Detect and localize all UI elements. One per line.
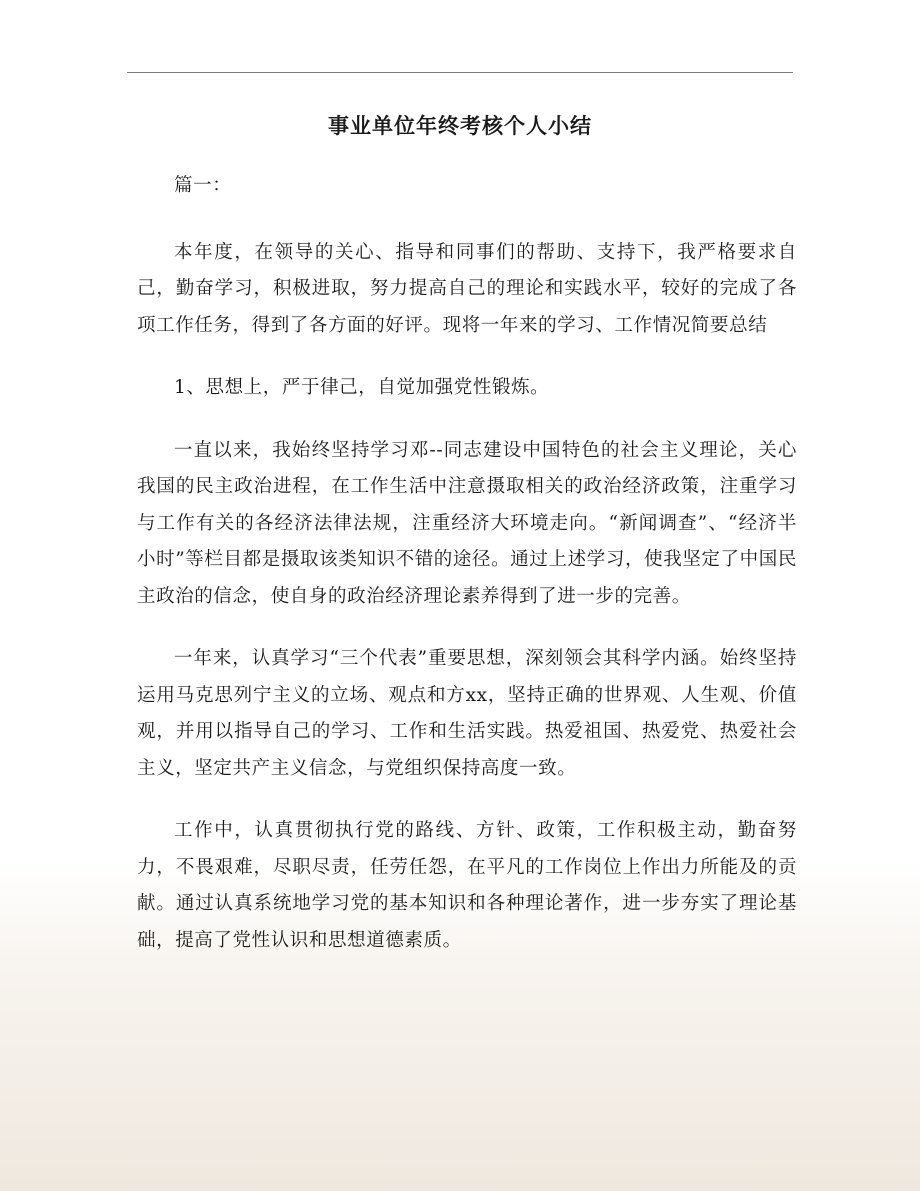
paragraph-intro: 本年度，在领导的关心、指导和同事们的帮助、支持下，我严格要求自己，勤奋学习，积极进取，努力提高自己的理论和实践水平，较好的完成了各项工作任务，得到了各方面的好评。现将一年来的学习、工作情况简要总结: [137, 241, 797, 336]
paragraph-study: 一直以来，我始终坚持学习邓--同志建设中国特色的社会主义理论，关心我国的民主政治进程，在工作生活中注意摄取相关的政治经济政策，注重学习与工作有关的各经济法律法规，注重经济大环境走向。“新闻调查”、“经济半小时”等栏目都是摄取该类知识不错的途径。通过上述学习，使我坚定了中国民主政治的信念，使自身的政治经济理论素养得到了进一步的完善。: [137, 439, 797, 607]
document-body: [137, 168, 797, 985]
paragraph-three-represents: 一年来，认真学习“三个代表”重要思想，深刻领会其科学内涵。始终坚持运用马克思列宁主义的立场、观点和方xx，坚持正确的世界观、人生观、价值观，并用以指导自己的学习、工作和生活实践。热爱祖国、热爱党、热爱社会主义，坚定共产主义信念，与党组织保持高度一致。: [137, 648, 797, 779]
paragraph-heading-1: 1、思想上，严于律己，自觉加强党性锻炼。: [174, 377, 550, 398]
paragraph-work: 工作中，认真贯彻执行党的路线、方针、政策，工作积极主动，勤奋努力，不畏艰难，尽职尽责，任劳任怨，在平凡的工作岗位上作出力所能及的贡献。通过认真系统地学习党的基本知识和各种理论著作，进一步夯实了理论基础，提高了党性认识和思想道德素质。: [137, 820, 797, 951]
document-title: 事业单位年终考核个人小结: [328, 113, 592, 138]
header-rule: [127, 72, 793, 73]
section-label: 篇一：: [174, 175, 232, 196]
